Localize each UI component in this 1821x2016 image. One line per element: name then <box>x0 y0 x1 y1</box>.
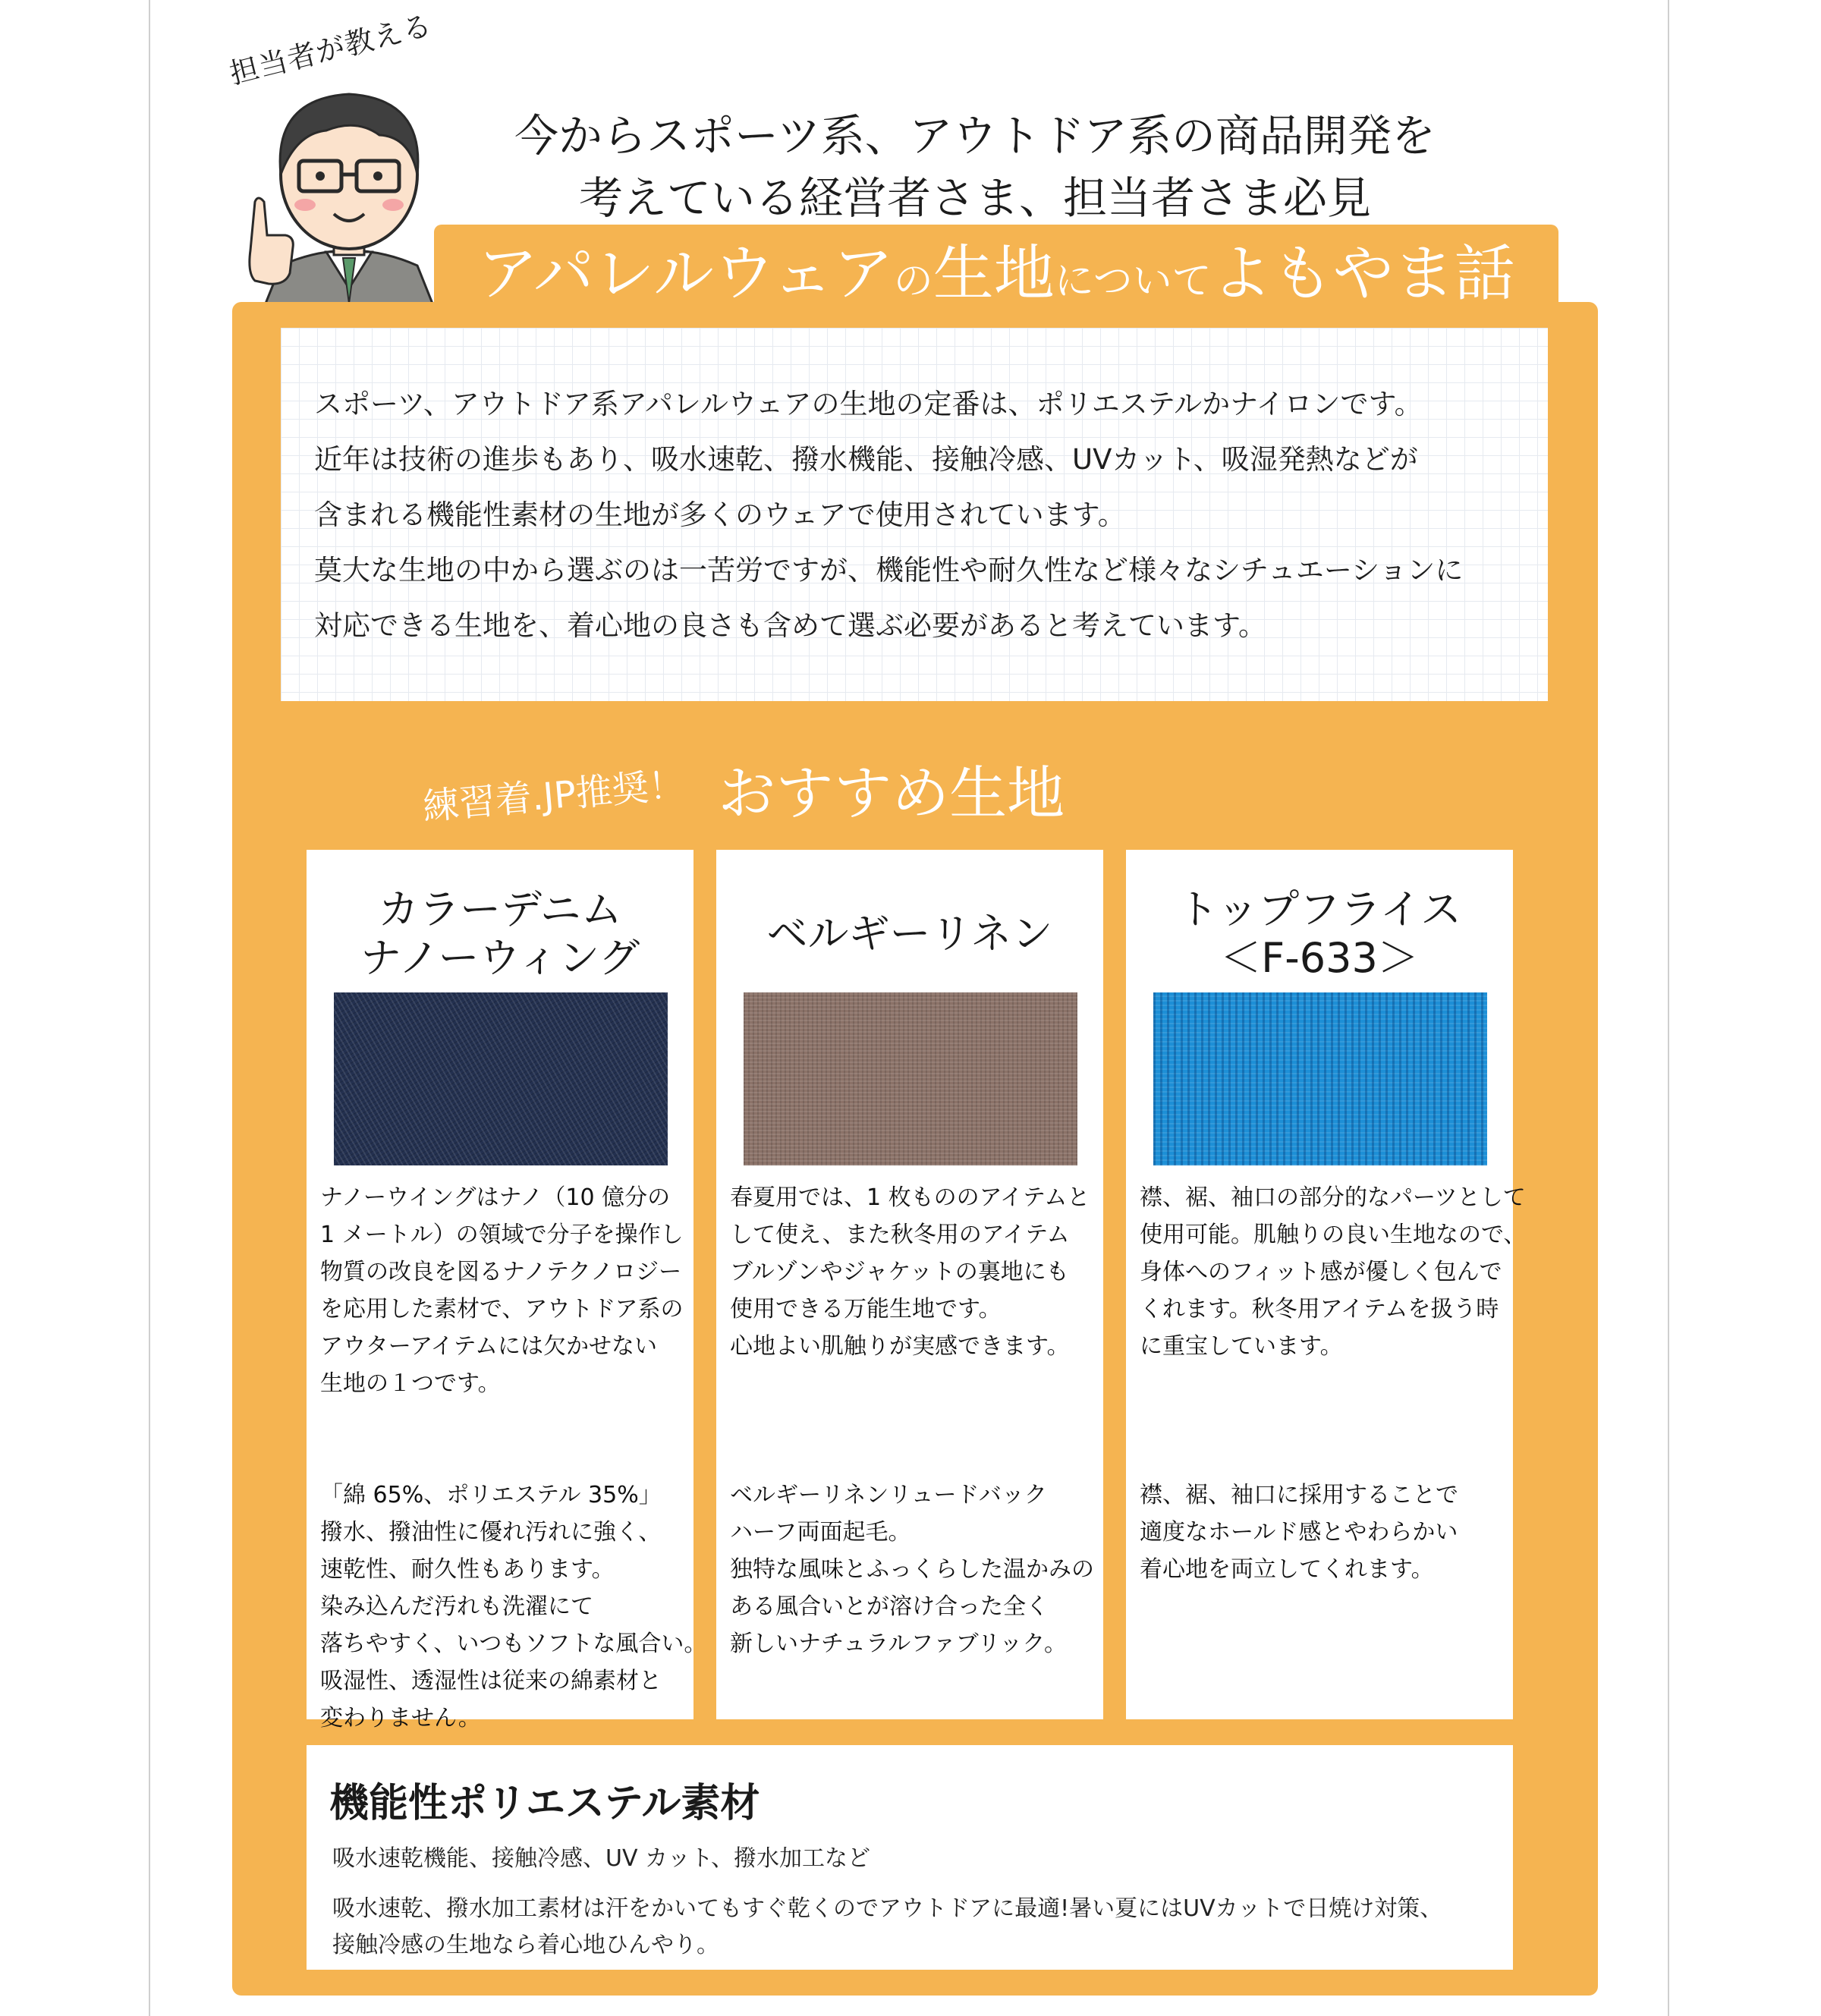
fabric-name-line-1: トップフライス <box>1177 885 1462 933</box>
desc-line: 撥水、撥油性に優れ汚れに強く、 <box>320 1519 662 1546</box>
desc-line: 春夏用では、1 枚もののアイテムと <box>730 1184 1090 1211</box>
fabric-description <box>1140 1179 1527 1588</box>
intro-line: 近年は技術の進歩もあり、吸水速乾、撥水機能、接触冷感、UVカット、吸湿発熱などが <box>314 443 1418 476</box>
functional-polyester-features: 吸水速乾機能、接触冷感、UV カット、撥水加工など <box>332 1845 871 1872</box>
title-part-no: の <box>893 259 933 304</box>
desc-line: 新しいナチュラルファブリック。 <box>730 1631 1067 1657</box>
fabric-name <box>716 877 1103 991</box>
desc-line: 襟、裾、袖口の部分的なパーツとして <box>1140 1184 1526 1211</box>
fabric-name <box>307 877 693 991</box>
desc-line: 接触冷感の生地なら着心地ひんやり。 <box>332 1932 719 1958</box>
title-part-apparel: アパレルウェア <box>477 238 894 309</box>
page-border-left <box>149 0 150 2016</box>
fabric-name <box>1126 877 1513 991</box>
mascot-caption: 担当者が教える <box>226 8 436 91</box>
desc-line: 変わりません。 <box>320 1705 481 1731</box>
fabric-name-line-2: ナノーウィング <box>360 934 640 982</box>
desc-line: 染み込んだ汚れも洗濯にて <box>320 1593 593 1620</box>
desc-line: 落ちやすく、いつもソフトな風合い。 <box>320 1631 707 1657</box>
page-border-right <box>1668 0 1669 2016</box>
intro-text <box>314 376 1528 653</box>
functional-polyester-box <box>307 1745 1513 1970</box>
desc-line: ある風合いとが溶け合った全く <box>730 1593 1049 1620</box>
intro-line: 含まれる機能性素材の生地が多くのウェアで使用されています。 <box>314 498 1126 531</box>
functional-polyester-title: 機能性ポリエステル素材 <box>329 1781 760 1826</box>
desc-line: 1 メートル）の領域で分子を操作し <box>320 1222 684 1248</box>
headline-line-2: 考えている経営者さま、担当者さま必見 <box>578 172 1371 224</box>
desc-line: ナノーウイングはナノ（10 億分の <box>320 1184 671 1211</box>
knit-swatch-image <box>1153 992 1487 1165</box>
desc-line: 「綿 65%、ポリエステル 35%」 <box>320 1482 662 1508</box>
intro-line: スポーツ、アウトドア系アパレルウェアの生地の定番は、ポリエステルかナイロンです。 <box>314 388 1423 420</box>
desc-line: 着心地を両立してくれます。 <box>1140 1556 1434 1583</box>
desc-line: 吸水速乾、撥水加工素材は汗をかいてもすぐ乾くのでアウトドアに最適!暑い夏にはUVカットで日焼け対策、 <box>332 1895 1443 1922</box>
desc-line: 生地の１つです。 <box>320 1370 501 1397</box>
recommend-title: おすすめ生地 <box>718 760 1065 827</box>
intro-line: 対応できる生地を、着心地の良さも含めて選ぶ必要があると考えています。 <box>314 609 1267 642</box>
fabric-card-belgian-linen <box>716 850 1103 1719</box>
desc-line: ブルゾンやジャケットの裏地にも <box>730 1259 1069 1285</box>
fabric-card-color-denim <box>307 850 707 1731</box>
linen-swatch-image <box>744 992 1077 1165</box>
desc-line: 独特な風味とふっくらした温かみの <box>730 1556 1094 1583</box>
section-title <box>434 228 1558 320</box>
title-part-fabric: 生地 <box>933 238 1055 309</box>
desc-line: 心地よい肌触りが実感できます。 <box>730 1333 1070 1360</box>
headline <box>470 105 1480 229</box>
fabric-name-line-2: ＜F-633＞ <box>1220 934 1419 982</box>
desc-line: 物質の改良を図るナノテクノロジー <box>320 1259 682 1285</box>
desc-line: を応用した素材で、アウトドア系の <box>320 1296 684 1323</box>
desc-line: くれます。秋冬用アイテムを扱う時 <box>1140 1296 1499 1323</box>
headline-line-1: 今からスポーツ系、アウトドア系の商品開発を <box>514 110 1436 162</box>
functional-polyester-description <box>332 1891 1493 1964</box>
desc-line: アウターアイテムには欠かせない <box>320 1333 657 1360</box>
desc-line: 使用できる万能生地です。 <box>730 1296 1002 1323</box>
denim-swatch-image <box>334 992 668 1165</box>
fabric-description <box>730 1179 1099 1662</box>
desc-line: に重宝しています。 <box>1140 1333 1343 1360</box>
desc-line: ベルギーリネンリュードバック <box>730 1482 1047 1508</box>
title-part-talk: よもやま話 <box>1211 238 1515 309</box>
desc-line: 襟、裾、袖口に採用することで <box>1140 1482 1458 1508</box>
title-part-about: について <box>1054 259 1212 304</box>
recommend-prefix: 練習着.JP推奨！ <box>420 763 687 829</box>
desc-line: して使え、また秋冬用のアイテム <box>730 1222 1070 1248</box>
recommend-heading <box>420 747 1065 830</box>
fabric-card-top-fraise <box>1126 850 1527 1719</box>
fabric-name-line-1: ベルギーリネン <box>766 910 1053 958</box>
desc-line: 使用可能。肌触りの良い生地なので、 <box>1140 1222 1527 1248</box>
desc-line: 吸湿性、透湿性は従来の綿素材と <box>320 1668 662 1694</box>
desc-line: 身体へのフィット感が優しく包んで <box>1140 1259 1502 1285</box>
intro-line: 莫大な生地の中から選ぶのは一苦労ですが、機能性や耐久性など様々なシチュエーションに <box>314 554 1464 587</box>
fabric-description <box>320 1179 707 1737</box>
desc-line: 適度なホールド感とやわらかい <box>1140 1519 1458 1546</box>
desc-line: ハーフ両面起毛。 <box>730 1519 911 1546</box>
desc-line: 速乾性、耐久性もあります。 <box>320 1556 615 1583</box>
fabric-name-line-1: カラーデニム <box>378 885 622 933</box>
